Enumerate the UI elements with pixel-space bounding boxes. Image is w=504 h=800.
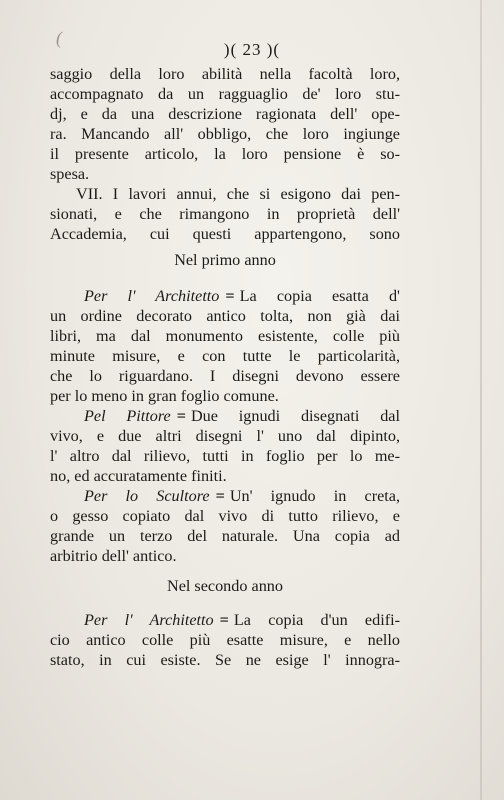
text-line: che lo riguardano. I disegni devono essere xyxy=(50,367,400,385)
page-number: )( 23 )( xyxy=(223,40,281,59)
text-line: il presente articolo, la loro pensione è so- xyxy=(50,145,400,163)
section-label: Per lo Scultore xyxy=(84,487,210,505)
text-line: dj, e da una descrizione ragionata dell' ope- xyxy=(50,105,400,123)
text-span: Un' ignudo in creta, xyxy=(229,487,400,505)
pencil-mark: ( xyxy=(56,28,62,48)
text-line: spesa. xyxy=(50,165,90,183)
paragraph-first-line xyxy=(84,610,400,630)
text-line: saggio della loro abilità nella facoltà loro, xyxy=(50,65,400,83)
text-line: accompagnato da un ragguaglio de' loro stu- xyxy=(50,85,400,103)
text-line: no, ed accuratamente finiti. xyxy=(50,467,227,485)
text-line: cio antico colle più esatte misure, e nello xyxy=(50,631,400,649)
equals-sign: = xyxy=(219,611,228,629)
page-fold-shadow xyxy=(480,0,482,800)
text-line: minute misure, e con tutte le particolarità, xyxy=(50,347,400,365)
paragraph-first-line xyxy=(84,286,400,306)
text-span: La copia esatta d' xyxy=(239,287,400,305)
text-line: l' altro dal rilievo, tutti in foglio per lo me- xyxy=(50,447,400,465)
text-span: Due ignudi disegnati dal xyxy=(190,407,400,425)
paragraph-first-line xyxy=(84,486,400,506)
equals-sign: = xyxy=(176,407,185,425)
section-label: Per l' Architetto xyxy=(84,287,220,305)
text-line: ra. Mancando all' obbligo, che loro ingiunge xyxy=(50,125,400,143)
equals-sign: = xyxy=(225,287,234,305)
text-line: Accademia, cui questi appartengono, sono xyxy=(50,225,400,243)
text-line: grande un terzo del naturale. Una copia ad xyxy=(50,527,400,545)
text-line: vivo, e due altri disegni l' uno dal dipinto, xyxy=(50,427,400,445)
section-label: Pel Pittore xyxy=(84,407,171,425)
text-line: stato, in cui esiste. Se ne esige l' innogra- xyxy=(50,651,400,669)
text-line: o gesso copiato dal vivo di tutto rilievo, e xyxy=(50,507,400,525)
text-line: sionati, e che rimangono in proprietà dell' xyxy=(50,205,400,223)
text-line: un ordine decorato antico tolta, non già dai xyxy=(50,307,400,325)
section-label: Per l' Architetto xyxy=(84,611,214,629)
text-line: arbitrio dell' antico. xyxy=(50,547,177,565)
equals-sign: = xyxy=(215,487,224,505)
section-heading: Nel primo anno xyxy=(174,251,276,269)
text-line: libri, ma dal monumento esistente, colle più xyxy=(50,327,400,345)
text-line: per lo meno in gran foglio comune. xyxy=(50,387,279,405)
paragraph-first-line xyxy=(84,406,400,426)
text-line: VII. I lavori annui, che si esigono dai pen- xyxy=(76,185,400,203)
section-heading: Nel secondo anno xyxy=(167,577,283,595)
text-span: La copia d'un edifi- xyxy=(233,611,400,629)
